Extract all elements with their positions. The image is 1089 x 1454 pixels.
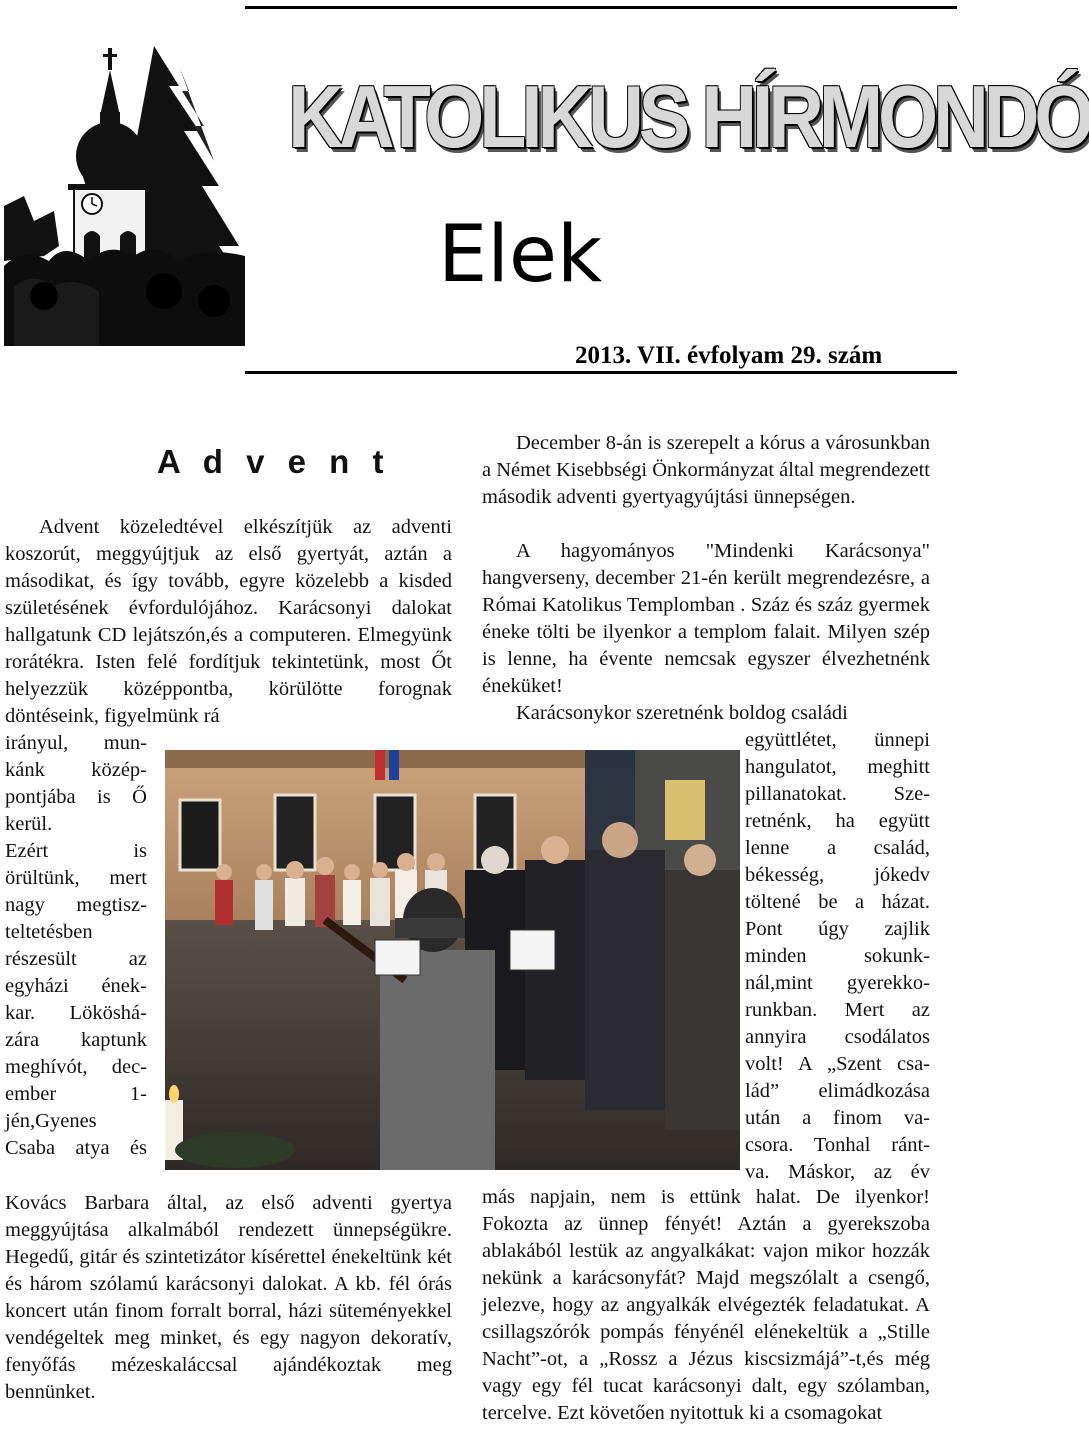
left-narrow-line: részesült az [5, 948, 147, 970]
right-narrow-line: retnénk, ha együtt [745, 810, 930, 832]
right-narrow-column [745, 727, 930, 1186]
left-narrow-line: zára kaptunk [5, 1029, 147, 1051]
right-narrow-line: együttlétet, ünnepi [745, 729, 930, 751]
left-narrow-line: Ezért is [5, 840, 147, 862]
right-bottom-paragraph: más napjain, nem is ettünk halat. De ilyenkor! Fokozta az ünnep fényét! Aztán a gyerekszoba ablakából lestük az angyalkákat: vajon mikor hozzák nekünk a karácsonyfát? Majd megszólalt a csengő, jelezve, hogy az angyalkák elvégezték feladatukat. A csillagszórók pompás fényénél elénekeltük a „Stille Nacht”-ot, a „Rossz a Jézus kiscsizmájá”-t,és még vagy egy fél tucat karácsonyi dalt, egy szólamban, tercelve. Ezt követően nyitottuk ki a csomagokat [482, 1186, 930, 1424]
header-rule-bottom [245, 371, 957, 374]
left-narrow-line: örültünk, mert [5, 867, 147, 889]
right-paragraph-3-start: Karácsonykor szeretnénk boldog családi [516, 702, 848, 724]
right-narrow-line: va. Máskor, az év [745, 1161, 930, 1183]
issue-info: 2013. VII. évfolyam 29. szám [575, 342, 883, 369]
left-narrow-line: ember 1- [5, 1083, 147, 1105]
left-narrow-line: kánk közép- [5, 759, 147, 781]
church-illustration [4, 46, 245, 346]
left-narrow-line: kar. Lököshá- [5, 1002, 147, 1024]
right-narrow-line: pillanatokat. Sze- [745, 783, 930, 805]
left-bottom-paragraph: Kovács Barbara által, az első adventi gyertya meggyújtása alkalmából rendezett ünnepségükre. Hegedű, gitár és szintetizátor kísérettel énekeltünk két és három szólamú karácsonyi dalokat. A kb. fél órás koncert után finom forralt borral, házi süteményekkel vendégeltek meg minket, és egy nagyon dekoratív, fenyőfás mézeskaláccsal ajándékoztak meg bennünket. [5, 1192, 452, 1403]
right-narrow-line: csora. Tonhal ránt- [745, 1134, 930, 1156]
right-narrow-line: minden sokunk- [745, 945, 930, 967]
right-narrow-line: nál,mint gyerekko- [745, 972, 930, 994]
right-narrow-line: töltené be a házat. [745, 891, 930, 913]
left-narrow-line: meghívót, dec- [5, 1056, 147, 1078]
left-narrow-column [5, 730, 147, 1162]
right-narrow-line: hangulatot, meghitt [745, 756, 930, 778]
left-narrow-line: teltetésben [5, 921, 93, 943]
right-narrow-line: lenne a család, [745, 837, 930, 859]
left-narrow-line: pontjába is Ő [5, 786, 147, 808]
right-narrow-line: volt! A „Szent csa- [745, 1053, 930, 1075]
right-narrow-line: után a finom va- [745, 1107, 930, 1129]
right-narrow-line: Pont úgy zajlik [745, 918, 930, 940]
left-narrow-line: jén,Gyenes [5, 1110, 97, 1132]
left-intro-paragraph: Advent közeledtével elkészítjük az adventi koszorút, meggyújtjuk az első gyertyát, aztán a másodikat, és így tovább, egyre közelebb a kisded születésének évfordulójához. Karácsonyi dalokat hallgatunk CD lejátszón,és a computeren. Elmegyünk rorátékra. Isten felé fordítjuk tekintetünk, most Őt helyezzük középpontba, körülötte forognak döntéseink, figyelmünk rá [5, 516, 452, 727]
header-rule-top [245, 6, 957, 9]
right-narrow-line: runkban. Mert az [745, 999, 930, 1021]
article-title: A d v e n t [157, 443, 391, 480]
right-paragraph-2: A hagyományos "Mindenki Karácsonya" hangverseny, december 21-én került megrendezésre, a Római Katolikus Templomban . Száz és száz gyermek éneke tölti be ilyenkor a templom falait. Milyen szép is lenne, ha évente nemcsak egyszer élvezhetnénk éneküket! [482, 540, 930, 697]
masthead-title: KATOLIKUS HÍRMONDÓ [288, 67, 1089, 166]
left-narrow-line: egyházi ének- [5, 975, 147, 997]
advent-concert-photo [165, 750, 740, 1170]
town-name: Elek [438, 210, 603, 300]
right-narrow-line: békesség, jókedv [745, 864, 930, 886]
left-narrow-line: kerül. [5, 813, 53, 835]
right-paragraph-1: December 8-án is szerepelt a kórus a városunkban a Német Kisebbségi Önkormányzat által megrendezett második adventi gyertyagyújtási ünnepségen. [482, 432, 930, 508]
right-narrow-line: lád” elimádkozása [745, 1080, 930, 1102]
left-narrow-line: irányul, mun- [5, 732, 147, 754]
left-narrow-line: Csaba atya és [5, 1137, 147, 1159]
left-narrow-line: nagy megtisz- [5, 894, 147, 916]
right-narrow-line: annyira csodálatos [745, 1026, 930, 1048]
